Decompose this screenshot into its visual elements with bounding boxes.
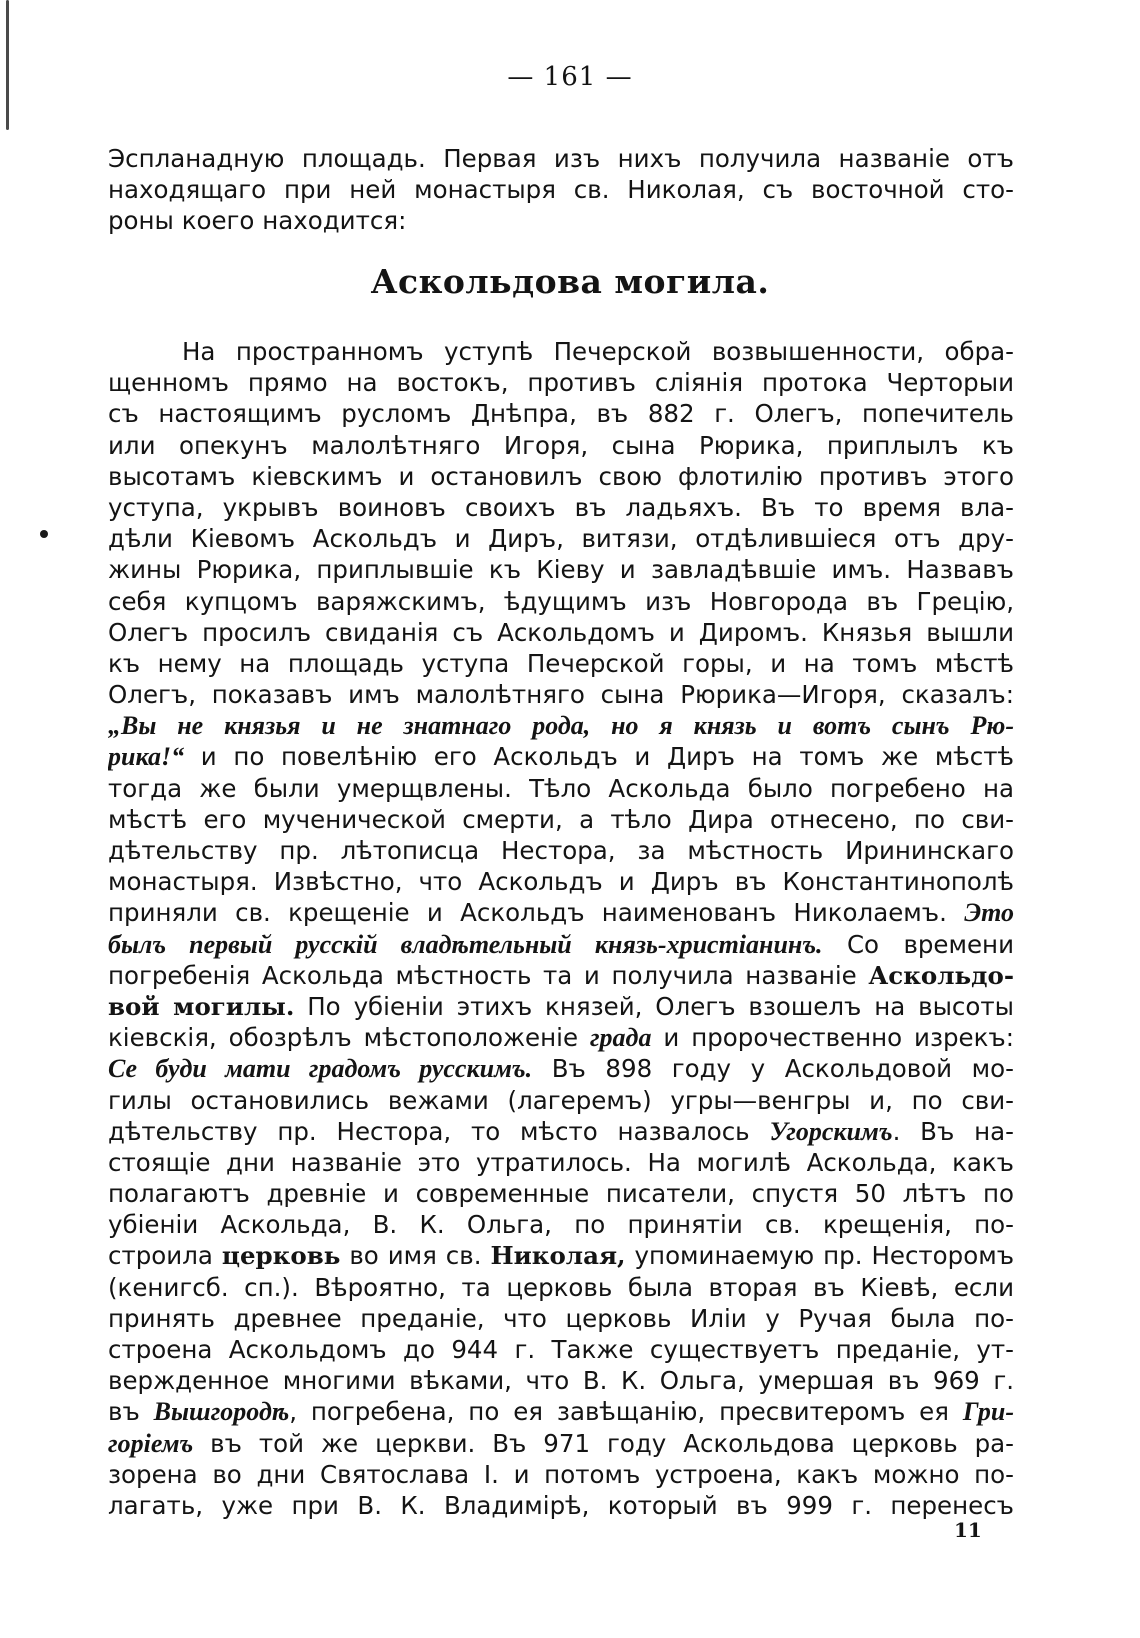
text-run: лагать, уже при В. К. Владимірѣ, который въ 999 г. перенесъ <box>108 1490 1014 1520</box>
bold-phrase: Николая, <box>490 1241 626 1271</box>
text-line <box>108 1116 1014 1147</box>
text-line <box>108 1272 1014 1303</box>
section-heading: Аскольдова могила. <box>370 262 770 301</box>
text-run: монастыря. Извѣстно, что Аскольдъ и Диръ въ Константинополѣ <box>108 867 1014 897</box>
text-line <box>108 1178 1014 1209</box>
bold-phrase: церковь <box>221 1241 341 1271</box>
printer-signature-mark: 11 <box>954 1518 982 1542</box>
text-run: упоминаемую пр. Несторомъ <box>625 1241 1014 1271</box>
text-line <box>108 1459 1014 1490</box>
text-line <box>108 367 1014 398</box>
text-run: и пророчественно изрекъ: <box>651 1023 1014 1053</box>
text-run: дѣтельству пр. лѣтописца Нестора, за мѣстность Ирининскаго <box>108 836 1014 865</box>
text-run: Въ 898 году у Аскольдовой мо- <box>532 1054 1014 1084</box>
italic-phrase: „Вы не князья и не знатнаго рода, но я князь и вотъ сынъ Рю- <box>108 711 1014 741</box>
italic-phrase: Гри- <box>962 1397 1014 1427</box>
text-run: Со времени <box>822 929 1014 959</box>
text-line <box>108 1209 1014 1240</box>
text-run: На пространномъ уступѣ Печерской возвышенности, обра- <box>182 337 1014 366</box>
text-line <box>108 679 1014 710</box>
text-run: во имя св. <box>340 1241 491 1271</box>
text-run: себя купцомъ варяжскимъ, ѣдущимъ изъ Новгорода въ Грецію, <box>108 586 1014 616</box>
italic-phrase: былъ первый русскій владѣтельный князь-христіанинъ. <box>108 929 823 959</box>
text-line <box>108 1240 1014 1271</box>
text-run: полагаютъ древніе и современные писатели, спустя 50 лѣтъ по <box>108 1179 1014 1209</box>
text-run: вержденное многими вѣками, что В. К. Ольга, умершая въ 969 г. <box>108 1366 1014 1396</box>
text-line <box>108 1303 1014 1334</box>
text-line <box>108 586 1014 617</box>
intro-paragraph <box>108 143 1014 237</box>
text-line <box>108 741 1014 772</box>
text-line: роны коего находится: <box>108 206 407 236</box>
bold-phrase: Аскольдо- <box>868 960 1014 990</box>
italic-phrase: Это <box>964 898 1014 928</box>
text-line <box>108 1428 1014 1459</box>
text-run: принять древнее преданіе, что церковь Иліи у Ручая была по- <box>108 1303 1014 1333</box>
text-line <box>108 804 1014 835</box>
text-line <box>108 1396 1014 1427</box>
text-run: строена Аскольдомъ до 944 г. Также существуетъ преданіе, ут- <box>108 1335 1014 1364</box>
text-run: жины Рюрика, приплывшіе къ Кіеву и завладѣвшіе имъ. Назвавъ <box>108 555 1014 585</box>
text-run: кіевскія, обозрѣлъ мѣстоположеніе <box>108 1023 590 1053</box>
text-line <box>108 336 1014 367</box>
text-run: дѣтельству пр. Нестора, то мѣсто назвалось <box>108 1116 770 1146</box>
bold-phrase: вой могилы. <box>108 991 295 1021</box>
text-run: приняли св. крещеніе и Аскольдъ наименованъ Николаемъ. <box>108 898 965 928</box>
text-run: гилы остановились вежами (лагеремъ) угры—венгры и, по сви- <box>108 1085 1014 1115</box>
italic-phrase: Се буди мати градомъ русскимъ. <box>108 1054 533 1084</box>
text-line <box>108 1085 1014 1116</box>
page-number: — 161 — <box>507 62 633 92</box>
body-paragraph <box>108 336 1014 1521</box>
italic-phrase: града <box>589 1023 652 1053</box>
text-run: зорена во дни Святослава I. и потомъ устроена, какъ можно по- <box>108 1459 1014 1489</box>
text-run: (кенигсб. сп.). Вѣроятно, та церковь была вторая въ Кіевѣ, если <box>108 1272 1014 1302</box>
margin-ink-dot <box>40 530 48 538</box>
text-run: . Въ на- <box>892 1116 1014 1146</box>
text-run: строила <box>108 1241 222 1271</box>
text-run: къ нему на площадь уступа Печерской горы, и на томъ мѣстѣ <box>108 648 1014 678</box>
text-run: въ той же церкви. Въ 971 году Аскольдова церковь ра- <box>193 1428 1014 1458</box>
text-line <box>108 617 1014 648</box>
text-run: мѣстѣ его мученической смерти, а тѣло Дира отнесено, по сви- <box>108 804 1014 834</box>
text-line <box>108 1334 1014 1365</box>
text-run: стоящіе дни названіе это утратилось. На могилѣ Аскольда, какъ <box>108 1147 1014 1177</box>
text-run: съ настоящимъ русломъ Днѣпра, въ 882 г. Олегъ, попечитель <box>108 399 1014 429</box>
text-line <box>108 835 1014 866</box>
text-line <box>108 991 1014 1022</box>
text-line <box>108 773 1014 804</box>
text-line <box>108 866 1014 897</box>
text-line <box>108 1053 1014 1084</box>
text-line <box>108 523 1014 554</box>
text-run: погребенія Аскольда мѣстность та и получила названіе <box>108 960 869 990</box>
text-run: и по повелѣнію его Аскольдъ и Диръ на томъ же мѣстѣ <box>184 742 1014 772</box>
text-line <box>108 430 1014 461</box>
text-run: тогда же были умерщвлены. Тѣло Аскольда было погребено на <box>108 773 1014 803</box>
text-run: высотамъ кіевскимъ и остановилъ свою флотилію противъ этого <box>108 461 1014 491</box>
text-run: По убіеніи этихъ князей, Олегъ взошелъ на высоты <box>294 991 1014 1021</box>
text-run: дѣли Кіевомъ Аскольдъ и Диръ, витязи, отдѣлившіеся отъ дру- <box>108 524 1014 554</box>
text-line <box>108 960 1014 991</box>
text-run: , погребена, по ея завѣщанію, пресвитеромъ ея <box>289 1397 963 1427</box>
text-line: находящаго при ней монастыря св. Николая, съ восточной сто- <box>108 175 1014 205</box>
text-line <box>108 1022 1014 1053</box>
text-line <box>108 1490 1014 1521</box>
text-line <box>108 461 1014 492</box>
text-line <box>108 648 1014 679</box>
italic-phrase: Вышгородѣ <box>153 1397 290 1427</box>
italic-phrase: Угорскимъ <box>769 1116 893 1146</box>
text-run: щенномъ прямо на востокъ, противъ сліянія протока Черторыи <box>108 368 1014 398</box>
text-run: Олегъ просилъ свиданія съ Аскольдомъ и Диромъ. Князья вышли <box>108 617 1014 647</box>
text-line: Эспланадную площадь. Первая изъ нихъ получила названіе отъ <box>108 144 1014 173</box>
text-line <box>108 1147 1014 1178</box>
text-run: въ <box>108 1397 154 1427</box>
text-line <box>108 554 1014 585</box>
text-line <box>108 492 1014 523</box>
text-line <box>108 897 1014 928</box>
text-run: уступа, укрывъ воиновъ своихъ въ ладьяхъ. Въ то время вла- <box>108 492 1014 522</box>
italic-phrase: горіемъ <box>108 1428 194 1458</box>
text-line <box>108 1365 1014 1396</box>
text-line <box>108 929 1014 960</box>
italic-phrase: рика!“ <box>108 742 185 772</box>
text-run: Олегъ, показавъ имъ малолѣтняго сына Рюрика—Игоря, сказалъ: <box>108 680 1014 710</box>
text-run: убіеніи Аскольда, В. К. Ольга, по принятіи св. крещенія, по- <box>108 1210 1014 1240</box>
text-run: или опекунъ малолѣтняго Игоря, сына Рюрика, приплылъ къ <box>108 430 1014 460</box>
text-line <box>108 710 1014 741</box>
text-line <box>108 398 1014 429</box>
